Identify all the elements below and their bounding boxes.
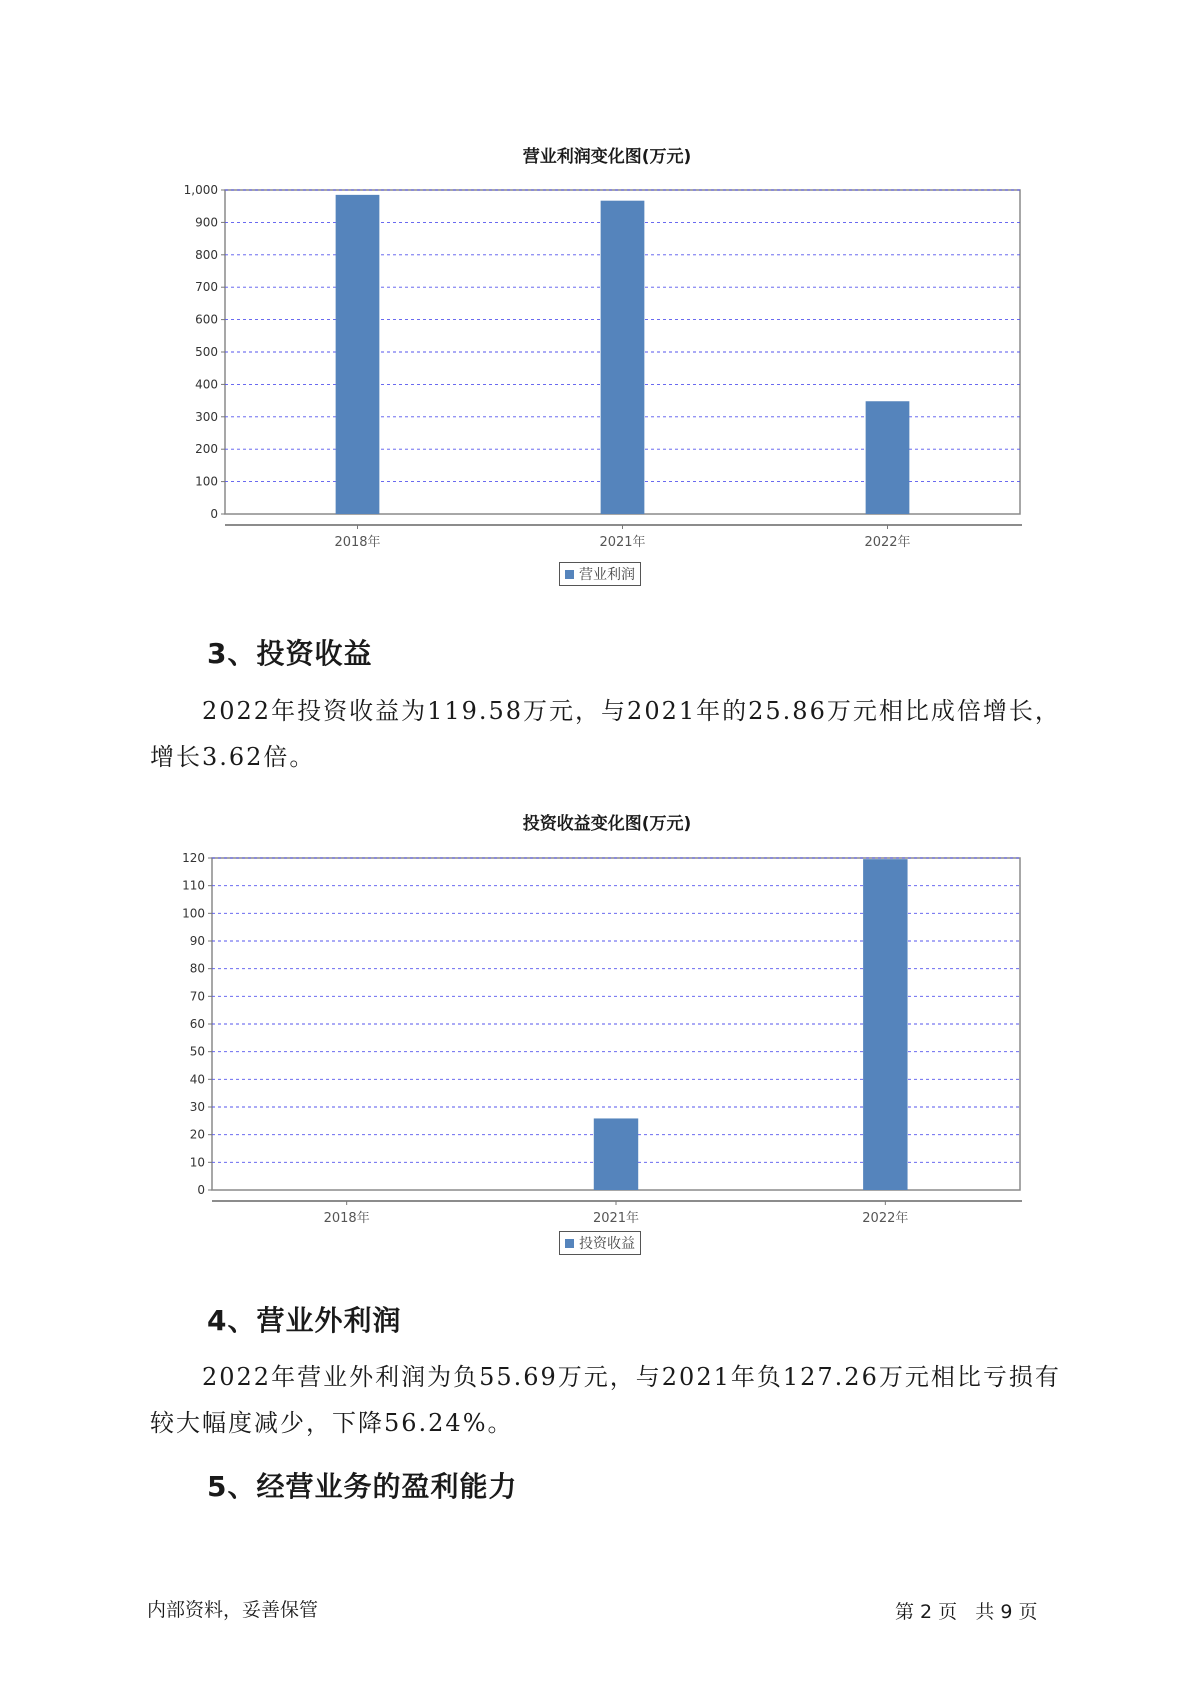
bar xyxy=(336,195,380,514)
y-tick-label: 1,000 xyxy=(183,183,218,197)
x-tick-label: 2018年 xyxy=(334,535,381,550)
chart1-title: 营业利润变化图(万元) xyxy=(522,147,692,167)
y-tick-label: 0 xyxy=(210,507,218,521)
footer-confidential-note: 内部资料，妥善保管 xyxy=(147,1599,319,1621)
y-tick-label: 120 xyxy=(182,851,205,865)
y-tick-label: 40 xyxy=(189,1072,205,1087)
y-tick-label: 100 xyxy=(182,906,205,921)
y-tick-label: 50 xyxy=(189,1044,205,1059)
y-tick-label: 700 xyxy=(195,280,218,295)
chart2-legend-label: 投资收益 xyxy=(579,1236,635,1252)
bar xyxy=(594,1118,638,1190)
y-tick-label: 400 xyxy=(195,377,218,392)
y-tick-label: 800 xyxy=(195,247,218,262)
x-tick-label: 2021年 xyxy=(592,1211,640,1226)
x-tick-label: 2021年 xyxy=(599,535,646,550)
y-tick-label: 70 xyxy=(189,989,205,1004)
operating-profit-chart xyxy=(150,165,1020,550)
section-4-line-1: 2022年营业外利润为负55.69万元，与2021年负127.26万元相比亏损有 xyxy=(202,1363,1061,1391)
section-3-heading: 3、投资收益 xyxy=(207,637,373,670)
y-tick-label: 20 xyxy=(189,1127,205,1142)
y-tick-label: 500 xyxy=(195,345,218,359)
section-3-line-1: 2022年投资收益为119.58万元，与2021年的25.86万元相比成倍增长， xyxy=(202,697,1061,725)
y-tick-label: 80 xyxy=(189,961,205,976)
bar xyxy=(866,401,910,514)
chart1-legend-label: 营业利润 xyxy=(579,567,635,583)
y-tick-label: 60 xyxy=(189,1017,205,1031)
x-tick-label: 2018年 xyxy=(323,1211,370,1226)
y-tick-label: 30 xyxy=(189,1100,205,1114)
y-tick-label: 300 xyxy=(195,409,218,424)
section-3-paragraph xyxy=(150,688,1070,780)
y-tick-label: 200 xyxy=(195,442,218,457)
y-tick-label: 100 xyxy=(195,474,218,489)
section-4-line-2: 较大幅度减少，下降56.24%。 xyxy=(150,1409,514,1437)
section-3-line-2: 增长3.62倍。 xyxy=(150,743,316,771)
y-tick-label: 600 xyxy=(195,312,218,327)
investment-income-chart xyxy=(150,833,1020,1226)
y-tick-label: 90 xyxy=(189,934,205,948)
y-tick-label: 10 xyxy=(189,1155,205,1170)
chart1-legend xyxy=(559,562,641,586)
chart2-title: 投资收益变化图(万元) xyxy=(522,814,692,834)
x-tick-label: 2022年 xyxy=(862,1211,909,1226)
y-tick-label: 900 xyxy=(195,215,218,230)
bar xyxy=(601,201,645,514)
y-tick-label: 110 xyxy=(182,878,205,893)
section-5-heading: 5、经营业务的盈利能力 xyxy=(207,1470,518,1503)
footer-page-number: 第 2 页 共 9 页 xyxy=(895,1601,1038,1623)
chart2-legend xyxy=(559,1231,641,1255)
y-tick-label: 0 xyxy=(197,1183,205,1197)
section-4-heading: 4、营业外利润 xyxy=(207,1304,402,1337)
x-tick-label: 2022年 xyxy=(864,535,911,550)
bar xyxy=(863,859,907,1190)
section-4-paragraph xyxy=(150,1354,1070,1446)
legend-swatch xyxy=(565,570,574,579)
legend-swatch xyxy=(565,1239,574,1248)
